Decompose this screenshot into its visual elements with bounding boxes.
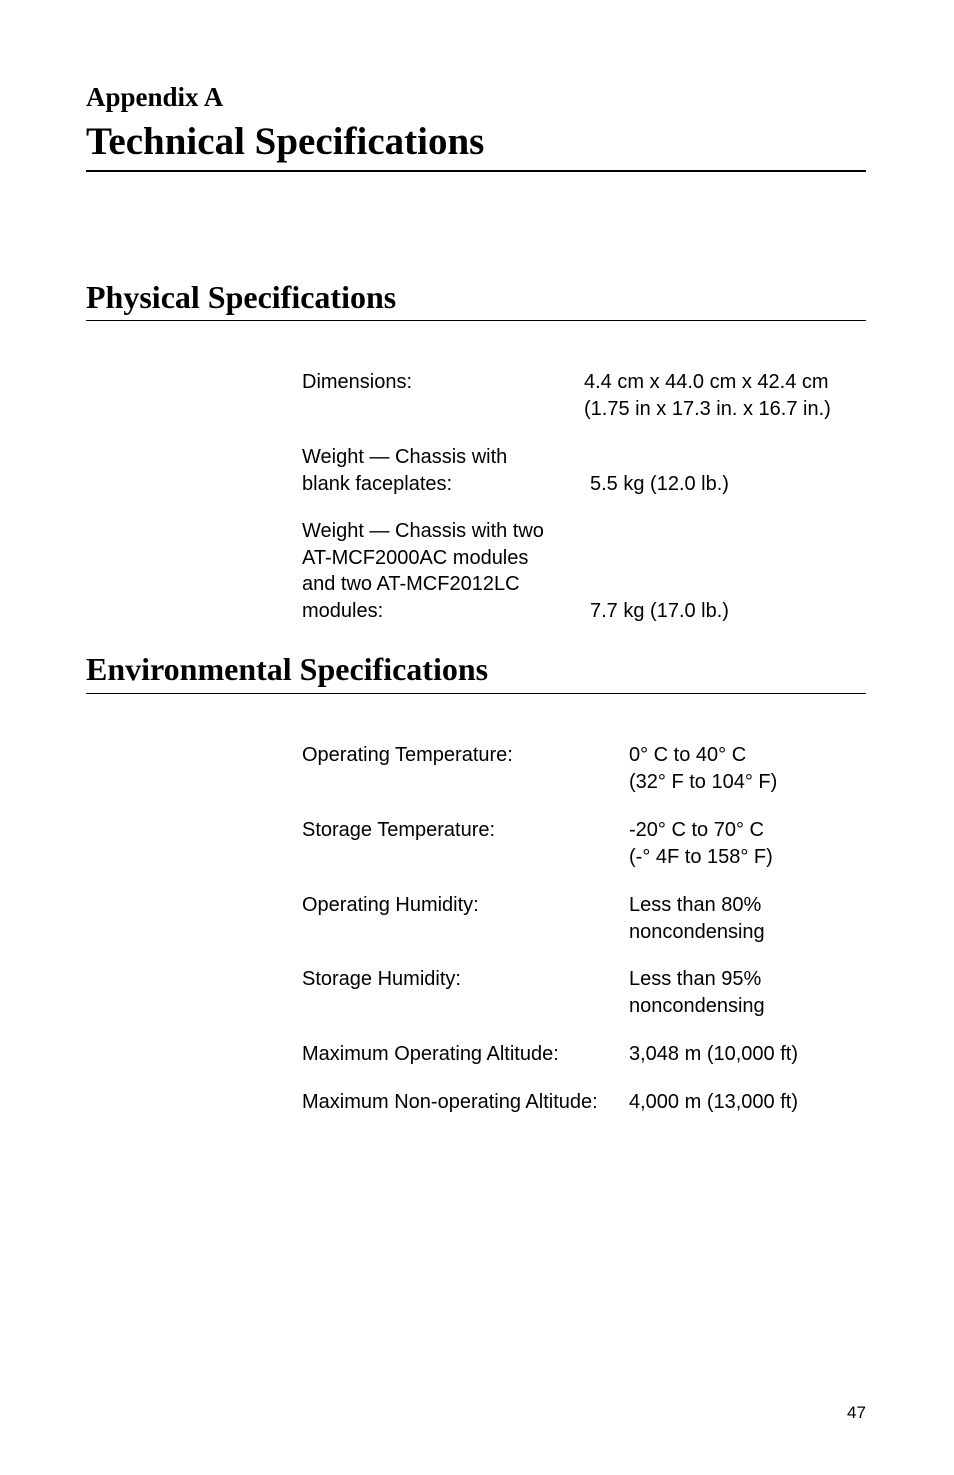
environmental-section-divider (86, 693, 866, 694)
spec-label-weight-modules: Weight — Chassis with two AT-MCF2000AC modules and two AT-MCF2012LC modules: (302, 520, 544, 622)
spec-value-weight-modules: 7.7 kg (17.0 lb.) (590, 599, 729, 622)
page-number: 47 (847, 1403, 866, 1422)
physical-section-divider (86, 320, 866, 321)
spec-value-dimensions: 4.4 cm x 44.0 cm x 42.4 cm (1.75 in x 17.3 in. x 16.7 in.) (584, 371, 831, 420)
spec-value-storage-humidity: Less than 95% noncondensing (629, 968, 765, 1017)
chapter-title: Technical Specifications (86, 120, 485, 163)
spec-label-operating-humidity: Operating Humidity: (302, 894, 479, 916)
spec-value-operating-temperature: 0° C to 40° C (32° F to 104° F) (629, 744, 778, 793)
physical-specifications-heading: Physical Specifications (86, 279, 397, 315)
appendix-label: Appendix A (86, 82, 224, 112)
spec-label-max-nonoperating-altitude: Maximum Non-operating Altitude: (302, 1091, 598, 1113)
title-divider (86, 170, 866, 172)
spec-label-max-operating-altitude: Maximum Operating Altitude: (302, 1043, 559, 1065)
spec-label-operating-temperature: Operating Temperature: (302, 744, 513, 766)
spec-label-storage-temperature: Storage Temperature: (302, 819, 496, 841)
spec-label-weight-blank: Weight — Chassis with blank faceplates: (302, 446, 508, 495)
environmental-specifications-heading: Environmental Specifications (86, 651, 489, 687)
spec-value-weight-blank: 5.5 kg (12.0 lb.) (590, 472, 729, 495)
spec-label-dimensions: Dimensions: (302, 371, 413, 393)
spec-value-storage-temperature: -20° C to 70° C (-° 4F to 158° F) (629, 819, 773, 868)
spec-value-operating-humidity: Less than 80% noncondensing (629, 894, 765, 943)
spec-value-max-operating-altitude: 3,048 m (10,000 ft) (629, 1043, 798, 1065)
spec-label-storage-humidity: Storage Humidity: (302, 968, 461, 990)
spec-value-max-nonoperating-altitude: 4,000 m (13,000 ft) (629, 1091, 798, 1113)
